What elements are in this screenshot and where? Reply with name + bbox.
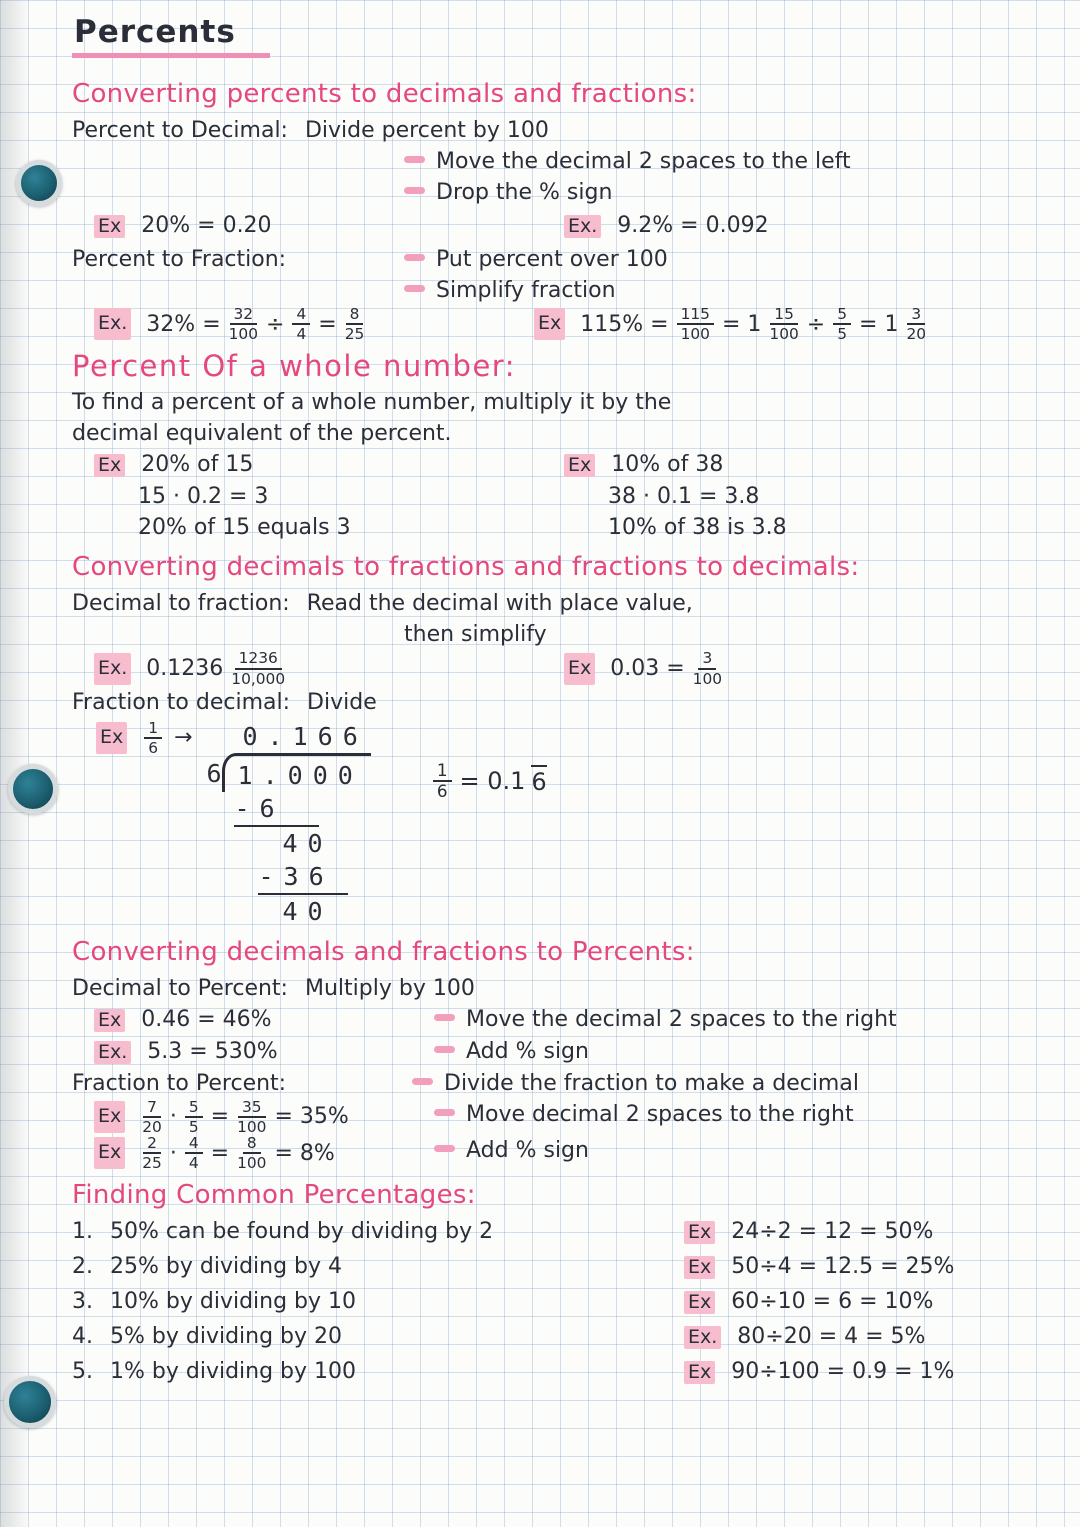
pink-dash-icon (434, 1014, 455, 1021)
bullet-text: Add % sign (466, 1038, 589, 1064)
ex-label: Ex (684, 1291, 715, 1314)
bullet-simplify-fraction (404, 275, 668, 306)
division-step: 40 (282, 828, 333, 858)
bullet-text: Add % sign (466, 1138, 589, 1164)
equals: = 1 (721, 311, 762, 337)
fraction: $\frac{1}{6}$ (433, 762, 452, 801)
bullet-add-sign (434, 1036, 589, 1067)
fraction: $\frac{32}{100}$ (228, 305, 259, 344)
percent-to-decimal-rule (72, 115, 1057, 146)
bullet-text: Put percent over 100 (436, 247, 668, 272)
example-text: 50÷4 = 12.5 = 25% (731, 1254, 955, 1280)
fraction-to-percent-label: Fraction to Percent: (72, 1070, 287, 1096)
binder-hole (8, 764, 58, 814)
fraction: $\frac{35}{100}$ (237, 1097, 267, 1136)
bullet-add-sign-2 (434, 1135, 589, 1166)
long-division (206, 720, 370, 928)
math-text: 0.1236 (146, 656, 224, 682)
example-text: 10% of 38 (611, 452, 724, 478)
fraction: $\frac{4}{4}$ (292, 306, 310, 342)
ex-label: Ex. (564, 215, 601, 238)
rule-1 (72, 1356, 684, 1387)
heading-to-percents: Converting decimals and fractions to Percents: (72, 936, 695, 967)
math-text: 32% = (146, 311, 221, 337)
division-step: 40 (282, 896, 333, 926)
bullet-put-over-100 (404, 244, 668, 275)
rule-text: 5% by dividing by 20 (110, 1324, 343, 1350)
rule-25 (72, 1251, 684, 1282)
decimal-to-fraction-examples (94, 650, 1057, 686)
pink-dash-icon (412, 1078, 433, 1085)
fraction-to-decimal-text: Divide (307, 689, 377, 715)
fraction: $\frac{115}{100}$ (677, 306, 714, 342)
answer-line: 20% of 15 equals 3 (138, 515, 351, 541)
percent-to-fraction-examples (94, 306, 1057, 342)
bullet-move-right (434, 1004, 897, 1035)
equals: = 35% (274, 1104, 349, 1130)
fraction: $\frac{3}{100}$ (692, 649, 723, 688)
division-result (431, 759, 547, 802)
ex-label: Ex (564, 454, 595, 477)
ex-label: Ex (564, 653, 595, 685)
fraction: $\frac{8}{100}$ (237, 1134, 267, 1173)
percent-of-whole-examples (94, 449, 1057, 543)
example-5 (684, 1321, 925, 1353)
fraction: $\frac{1236}{10,000}$ (231, 649, 286, 688)
rule-text: 25% by dividing by 4 (110, 1254, 343, 1280)
bullet-text: Move the decimal 2 spaces to the right (466, 1006, 897, 1032)
example-20-percent (94, 210, 564, 242)
bullet-drop-percent-sign (404, 177, 1057, 208)
ex-label: Ex (684, 1256, 715, 1279)
percent-to-fraction-rule (72, 244, 1057, 306)
math-text: 0.03 = (610, 656, 685, 682)
row-example-046 (94, 1004, 1057, 1036)
fraction-to-decimal-rule (72, 687, 1057, 718)
rule-text: 50% can be found by dividing by 2 (110, 1219, 494, 1245)
example-text: 60÷10 = 6 = 10% (731, 1289, 934, 1315)
list-number: 4. (72, 1324, 93, 1350)
bullet-move-decimal-left (404, 146, 1057, 177)
operator: ÷ (266, 311, 285, 337)
rule-5 (72, 1321, 684, 1352)
example-0-03 (564, 650, 724, 686)
decimal-to-fraction-rule (72, 588, 1057, 619)
heading-converting-percents: Converting percents to decimals and fractions: (72, 79, 697, 109)
fraction: $\frac{4}{4}$ (185, 1135, 203, 1171)
percent-to-decimal-text: Divide percent by 100 (304, 118, 549, 143)
math-text: 115% = (580, 311, 669, 337)
equals: = 1 (859, 311, 899, 337)
row-example-53 (94, 1036, 1057, 1068)
equals: = (210, 1104, 230, 1130)
division-quotient: 0.166 (242, 721, 368, 751)
pink-dash-icon (404, 187, 425, 194)
percent-to-decimal-label: Percent to Decimal: (72, 118, 288, 143)
example-10 (684, 1286, 933, 1318)
fraction: $\frac{1}{6}$ (144, 720, 162, 756)
decimal-to-percent-label: Decimal to Percent: (72, 975, 288, 1001)
fraction: $\frac{8}{25}$ (344, 305, 365, 344)
common-pct-row-3 (72, 1286, 1057, 1318)
common-pct-row-4 (72, 1321, 1057, 1353)
equals: = (318, 311, 337, 337)
ex-label: Ex. (94, 308, 131, 340)
pink-dash-icon (404, 285, 425, 292)
work-line: 38 · 0.1 = 3.8 (608, 484, 760, 510)
bullet-text: Simplify fraction (436, 278, 616, 303)
decimal-to-fraction-label: Decimal to fraction: (72, 591, 290, 617)
example-10-of-38 (564, 449, 787, 543)
example-25 (684, 1251, 954, 1283)
rule-text: 10% by dividing by 10 (110, 1289, 357, 1315)
percent-to-decimal-examples (94, 210, 1057, 242)
example-1 (684, 1356, 954, 1388)
division-body (206, 753, 370, 792)
pink-dash-icon (434, 1046, 455, 1053)
fraction: $\frac{3}{20}$ (906, 305, 927, 344)
example-text: 9.2% = 0.092 (617, 213, 769, 238)
example-head (564, 449, 787, 481)
example-text: 20% = 0.20 (141, 213, 272, 238)
common-pct-row-1 (72, 1216, 1057, 1248)
decimal-to-percent-rule (72, 973, 1057, 1004)
ex-label: Ex (94, 454, 125, 477)
example-9-2-percent (564, 210, 769, 242)
binder-hole (4, 1376, 56, 1428)
example-text: 20% of 15 (141, 452, 254, 478)
bullet-text: Move decimal 2 spaces to the right (466, 1101, 854, 1127)
fraction: $\frac{15}{100}$ (769, 305, 799, 344)
intro-line-1: To find a percent of a whole number, multiply it by the (72, 390, 672, 416)
decimal-to-fraction-text-2: then simplify (404, 622, 547, 648)
fraction: $\frac{5}{5}$ (185, 1099, 203, 1135)
equals: = (210, 1140, 230, 1166)
list-number: 3. (72, 1289, 93, 1315)
pink-dash-icon (434, 1145, 455, 1152)
ex-label: Ex. (94, 653, 131, 685)
example-5-3 (94, 1036, 434, 1068)
example-text: 5.3 = 530% (147, 1038, 278, 1064)
heading-percent-of-whole-number: Percent Of a whole number: (72, 349, 516, 384)
division-dividend: 1.000 (222, 753, 371, 792)
intro-line-2: decimal equivalent of the percent. (72, 421, 452, 447)
bullet-text: Drop the % sign (436, 180, 613, 205)
long-division-area (96, 720, 1057, 928)
operator: · (169, 1140, 177, 1166)
row-fraction-to-percent (72, 1068, 1057, 1099)
fraction: $\frac{7}{20}$ (142, 1097, 162, 1136)
page-title: Percents (72, 14, 270, 58)
ex-label: Ex (684, 1221, 715, 1244)
example-text: 0.46 = 46% (141, 1006, 272, 1032)
common-pct-row-2 (72, 1251, 1057, 1283)
arrow-icon: → (174, 725, 193, 751)
fraction-to-decimal-label: Fraction to decimal: (72, 689, 291, 715)
example-0-46 (94, 1004, 434, 1036)
equals: = 0.1 (459, 766, 526, 795)
rule-50 (72, 1216, 684, 1247)
ex-label: Ex (534, 308, 565, 340)
example-7-20 (94, 1099, 434, 1135)
ex-label: Ex. (94, 1041, 131, 1064)
ex-label: Ex (94, 1101, 125, 1133)
fraction: $\frac{2}{25}$ (142, 1134, 162, 1173)
bullet-divide-fraction (412, 1068, 859, 1099)
equals: = 8% (274, 1140, 335, 1166)
bullet-text: Move the decimal 2 spaces to the left (436, 149, 851, 174)
common-pct-row-5 (72, 1356, 1057, 1388)
example-32-percent (94, 306, 534, 342)
example-head (94, 449, 564, 481)
example-50 (684, 1216, 933, 1248)
example-text: 24÷2 = 12 = 50% (731, 1219, 934, 1245)
ex-label: Ex. (684, 1326, 721, 1349)
rule-10 (72, 1286, 684, 1317)
example-0-1236 (94, 650, 564, 686)
ex-label: Ex (94, 1009, 125, 1032)
pink-dash-icon (434, 1109, 455, 1116)
division-step: -36 (258, 860, 347, 895)
ex-label: Ex (96, 722, 127, 754)
example-115-percent (534, 306, 928, 342)
heading-common-percentages: Finding Common Percentages: (72, 1180, 476, 1211)
pink-dash-icon (404, 254, 425, 261)
row-example-225 (94, 1135, 1057, 1171)
rule-text: 1% by dividing by 100 (110, 1359, 357, 1385)
operator: · (169, 1104, 177, 1130)
example-20-of-15 (94, 449, 564, 543)
binder-hole (16, 160, 62, 206)
operator: ÷ (806, 311, 826, 337)
repeating-digit: 6 (531, 765, 546, 798)
decimal-to-percent-text: Multiply by 100 (304, 975, 475, 1001)
list-number: 1. (72, 1219, 93, 1245)
division-divisor: 6 (206, 758, 222, 788)
example-one-sixth (96, 720, 192, 756)
list-number: 5. (72, 1359, 93, 1385)
division-step: -6 (234, 792, 318, 827)
example-text: 80÷20 = 4 = 5% (737, 1324, 926, 1350)
heading-decimals-fractions: Converting decimals to fractions and fractions to decimals: (72, 552, 860, 583)
ex-label: Ex (684, 1361, 715, 1384)
answer-line: 10% of 38 is 3.8 (608, 515, 787, 541)
work-line: 15 · 0.2 = 3 (138, 484, 269, 510)
ex-label: Ex (94, 215, 125, 238)
bullet-text: Divide the fraction to make a decimal (444, 1070, 859, 1096)
notes-content (72, 14, 1057, 1391)
percent-to-fraction-bullets (404, 244, 668, 306)
example-2-25 (94, 1135, 434, 1171)
row-example-720 (94, 1099, 1057, 1135)
bullet-move-right-2 (434, 1099, 854, 1130)
fraction: $\frac{5}{5}$ (833, 306, 851, 342)
pink-dash-icon (404, 156, 425, 163)
ex-label: Ex (94, 1137, 125, 1169)
decimal-to-fraction-text: Read the decimal with place value, (306, 591, 693, 617)
list-number: 2. (72, 1254, 93, 1280)
percent-to-fraction-label: Percent to Fraction: (72, 247, 287, 272)
example-text: 90÷100 = 0.9 = 1% (731, 1359, 955, 1385)
